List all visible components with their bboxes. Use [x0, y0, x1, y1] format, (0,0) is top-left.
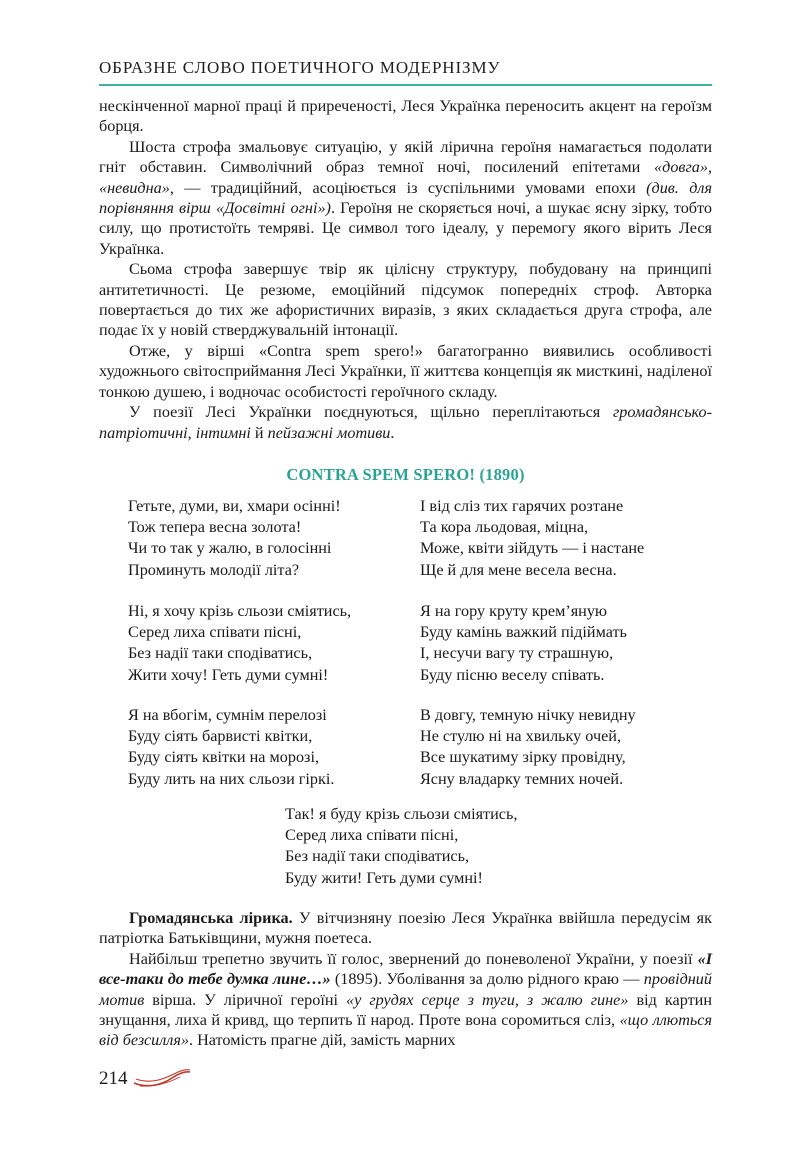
paragraph-motifs: У поезії Лесі Українки поєднуються, щільно переплітаються громадянсько-патріотичні, інтимні й пейзажні мотиви.: [99, 403, 712, 442]
poem-line: Буду жити! Геть думи сумні!: [285, 868, 483, 887]
stanza-4: [420, 496, 644, 581]
stanza-2: [128, 601, 351, 686]
paragraph-seventh-stanza: Сьома строфа завершує твір як цілісну структуру, побудовану на принципі антитетичності. Це резюме, емоційний підсумок попередніх строф. Авторка повертається до тих же афористичних виразів, з яких складається друга строфа, але подає їх у новій стверджувальній інтонації.: [99, 260, 712, 340]
intro-text: [99, 96, 712, 443]
poem-line: Жити хочу! Геть думи сумні!: [128, 665, 329, 684]
stanza-5: [420, 601, 627, 686]
poem-line: Все шукатиму зірку провідну,: [420, 748, 626, 767]
poem-line: Не стулю ні на хвильку очей,: [420, 727, 622, 746]
outro-text: [99, 908, 712, 1051]
stanza-7: [285, 804, 517, 889]
poem-line: Буду камінь важкий підіймать: [420, 623, 627, 642]
poem-line: Я на вбогім, сумнім перелозі: [128, 706, 327, 724]
stanza-1: [128, 496, 341, 581]
poem-line: Гетьте, думи, ви, хмари осінні!: [128, 497, 341, 515]
poem-line: І, несучи вагу ту страшную,: [420, 644, 614, 663]
poem-line: Проминуть молодії літа?: [128, 560, 300, 579]
poem-line: В довгу, темную нічку невидну: [420, 706, 636, 724]
section-heading: Громадянська лірика.: [129, 909, 293, 927]
poem-line: Я на гору круту крем’яную: [420, 602, 608, 620]
paragraph-conclusion: Отже, у вірші «Contra spem spero!» багатогранно виявились особливості художнього світосприймання Лесі Українки, її життєва концепція як мисткині, наділеної тонкою душею, і водночас особистості героїчного складу.: [99, 341, 712, 401]
paragraph-sixth-stanza: Шоста строфа змальовує ситуацію, у якій лірична героїня намагається подолати гніт обставин. Символічний образ темної ночі, посилений епітетами «довга», «невидна», — традиційний, асоціюється із суспільними умовами епохи (див. для порівняння вірш «Досвітні огні»). Героїня не скоряється ночі, а шукає ясну зірку, тобто силу, що протистоїть темряві. Це символ того ідеалу, у перемогу якого вірить Леся Українка.: [99, 137, 712, 258]
poem-line: Без надії таки сподіватись,: [285, 847, 470, 866]
poem-line: І від сліз тих гарячих розтане: [420, 497, 624, 515]
poem-line: Без надії таки сподіватись,: [128, 644, 313, 663]
poem-line: Буду сіять барвисті квітки,: [128, 727, 313, 746]
poem-line: Серед лиха співати пісні,: [285, 826, 459, 845]
poem-line: Ні, я хочу крізь сльози сміятись,: [128, 602, 352, 620]
poem-line: Буду лить на них сльози гіркі.: [128, 769, 335, 788]
header-rule: [99, 84, 712, 86]
stanza-3: [128, 705, 334, 790]
poem-line: Ясну владарку темних ночей.: [420, 769, 624, 788]
poem-title: CONTRA SPEM SPERO! (1890): [286, 465, 525, 484]
paragraph-continued: нескінченної марної праці й приреченості, Леся Українка переносить акцент на героїзм борця.: [99, 97, 712, 136]
running-header: ОБРАЗНЕ СЛОВО ПОЕТИЧНОГО МОДЕРНІЗМУ: [99, 58, 501, 77]
stanza-6: [420, 705, 636, 790]
page-number: 214: [99, 1068, 128, 1089]
poem-line: Ще й для мене весела весна.: [420, 560, 617, 579]
poem-line: Буду пісню веселу співать.: [420, 665, 605, 684]
poem-line: Серед лиха співати пісні,: [128, 623, 302, 642]
poem-line: Та кора льодовая, міцна,: [420, 518, 589, 537]
paragraph-ukraine-poem: Найбільш трепетно звучить її голос, звернений до поневоленої України, у поезії «І все-таки до тебе думка лине…» (1895). Уболівання за долю рідного краю — провідний мотив вірша. У ліричної героїні «у грудях серце з туги, з жалю гине» від картин знущання, лиха й кривд, що терпить її народ. Проте вона соромиться сліз, «що ллються від безсилля». Натомість прагне дій, замість марних: [99, 949, 712, 1050]
flourish-ornament-icon: [132, 1066, 192, 1088]
paragraph-civic-lyrics: Громадянська лірика. У вітчизняну поезію Леся Українка ввійшла передусім як патріотка Батьківщини, мужня поетеса.: [99, 909, 712, 948]
poem-line: Тож тепера весна золота!: [128, 518, 302, 537]
poem-line: Чи то так у жалю, в голосінні: [128, 539, 332, 558]
poem-line: Буду сіять квітки на морозі,: [128, 748, 319, 767]
poem-line: Так! я буду крізь сльози сміятись,: [285, 805, 518, 823]
poem-line: Може, квіти зійдуть — і настане: [420, 539, 645, 558]
